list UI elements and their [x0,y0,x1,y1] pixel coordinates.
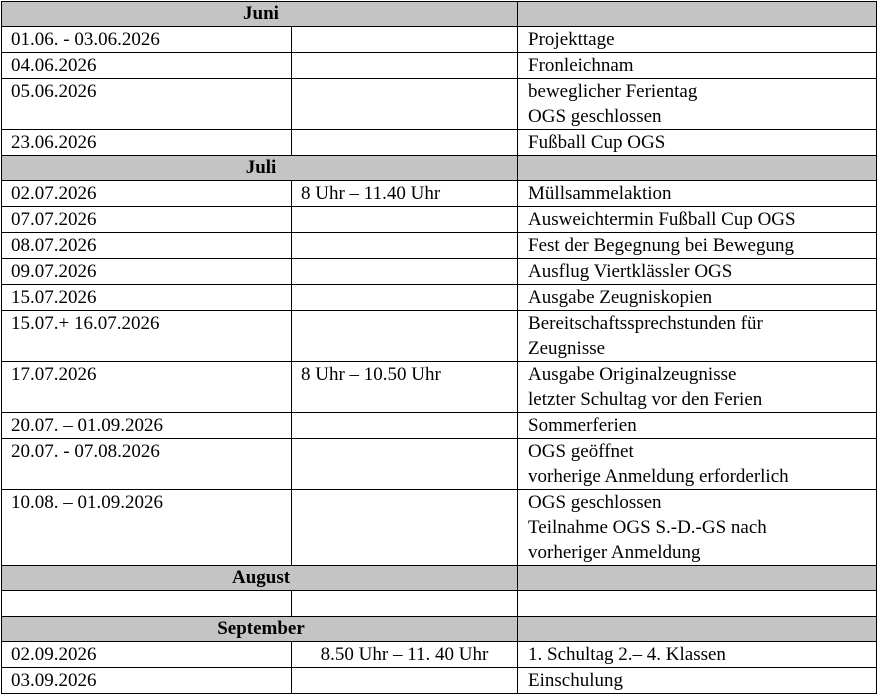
event-line: beweglicher Ferientag [528,81,698,102]
date-cell: 20.07. – 01.09.2026 [2,413,292,439]
event-cell [518,207,877,233]
event-cell [518,181,877,207]
date-cell: 09.07.2026 [2,259,292,285]
event-cell [518,591,877,617]
table-row [2,413,877,439]
table-row [2,79,877,130]
date-cell: 23.06.2026 [2,130,292,156]
month-header-empty-cell [518,156,877,181]
event-line: OGS geschlossen [528,492,662,513]
event-line: Sommerferien [528,415,637,436]
time-cell [292,591,518,617]
event-cell [518,413,877,439]
event-cell [518,439,877,490]
date-cell: 17.07.2026 [2,362,292,413]
month-header-row [2,2,877,27]
table-row [2,362,877,413]
time-cell [292,668,518,694]
event-line: Ausgabe Zeugniskopien [528,287,713,308]
table-row [2,53,877,79]
time-cell [292,53,518,79]
date-cell: 05.06.2026 [2,79,292,130]
time-cell: 8 Uhr – 10.50 Uhr [292,362,518,413]
time-cell [292,413,518,439]
table-row [2,642,877,668]
event-line: 1. Schultag 2.– 4. Klassen [528,644,726,665]
time-cell [292,285,518,311]
time-cell [292,130,518,156]
table-row [2,490,877,566]
event-cell [518,642,877,668]
table-row [2,233,877,259]
date-cell: 15.07.2026 [2,285,292,311]
table-row [2,259,877,285]
date-cell: 02.07.2026 [2,181,292,207]
event-cell [518,490,877,566]
time-cell [292,207,518,233]
date-cell: 10.08. – 01.09.2026 [2,490,292,566]
event-cell [518,130,877,156]
school-calendar-table [1,1,877,694]
month-name: September [2,617,518,642]
time-cell [292,79,518,130]
event-line: Müllsammelaktion [528,183,672,204]
event-line: Bereitschaftssprechstunden für [528,313,763,334]
event-cell [518,233,877,259]
table-row [2,285,877,311]
event-line: Zeugnisse [528,338,606,359]
event-line: Projekttage [528,29,615,50]
month-name: August [2,566,518,591]
event-line: vorheriger Anmeldung [528,542,701,563]
month-header-row [2,156,877,181]
time-cell [292,490,518,566]
table-row [2,439,877,490]
event-line: OGS geschlossen [528,106,662,127]
table-row [2,591,877,617]
event-line: Einschulung [528,670,624,691]
time-cell: 8 Uhr – 11.40 Uhr [292,181,518,207]
table-row [2,311,877,362]
month-name: Juli [2,156,518,181]
date-cell: 08.07.2026 [2,233,292,259]
date-cell: 07.07.2026 [2,207,292,233]
month-header-row [2,617,877,642]
table-row [2,130,877,156]
event-line: Fest der Begegnung bei Bewegung [528,235,794,256]
date-cell: 15.07.+ 16.07.2026 [2,311,292,362]
event-line: Teilnahme OGS S.-D.-GS nach [528,517,767,538]
date-cell: 20.07. - 07.08.2026 [2,439,292,490]
date-cell: 04.06.2026 [2,53,292,79]
event-cell [518,362,877,413]
date-cell: 03.09.2026 [2,668,292,694]
calendar-body [2,2,877,694]
event-line: Fußball Cup OGS [528,132,666,153]
time-cell [292,27,518,53]
event-cell [518,668,877,694]
table-row [2,668,877,694]
event-line: Ausflug Viertklässler OGS [528,261,733,282]
table-row [2,27,877,53]
month-header-empty-cell [518,617,877,642]
event-line: Ausgabe Originalzeugnisse [528,364,737,385]
event-cell [518,79,877,130]
date-cell [2,591,292,617]
event-line: Ausweichtermin Fußball Cup OGS [528,209,796,230]
date-cell: 01.06. - 03.06.2026 [2,27,292,53]
date-cell: 02.09.2026 [2,642,292,668]
time-cell: 8.50 Uhr – 11. 40 Uhr [292,642,518,668]
time-cell [292,233,518,259]
event-cell [518,53,877,79]
event-line [528,591,870,616]
month-header-empty-cell [518,2,877,27]
table-row [2,181,877,207]
month-header-empty-cell [518,566,877,591]
month-header-row [2,566,877,591]
event-cell [518,27,877,53]
event-line: Fronleichnam [528,55,634,76]
table-row [2,207,877,233]
time-cell [292,259,518,285]
time-cell [292,439,518,490]
event-line: OGS geöffnet [528,441,634,462]
event-line: vorherige Anmeldung erforderlich [528,466,789,487]
month-name: Juni [2,2,518,27]
event-cell [518,285,877,311]
event-line: letzter Schultag vor den Ferien [528,389,763,410]
time-cell [292,311,518,362]
event-cell [518,311,877,362]
event-cell [518,259,877,285]
